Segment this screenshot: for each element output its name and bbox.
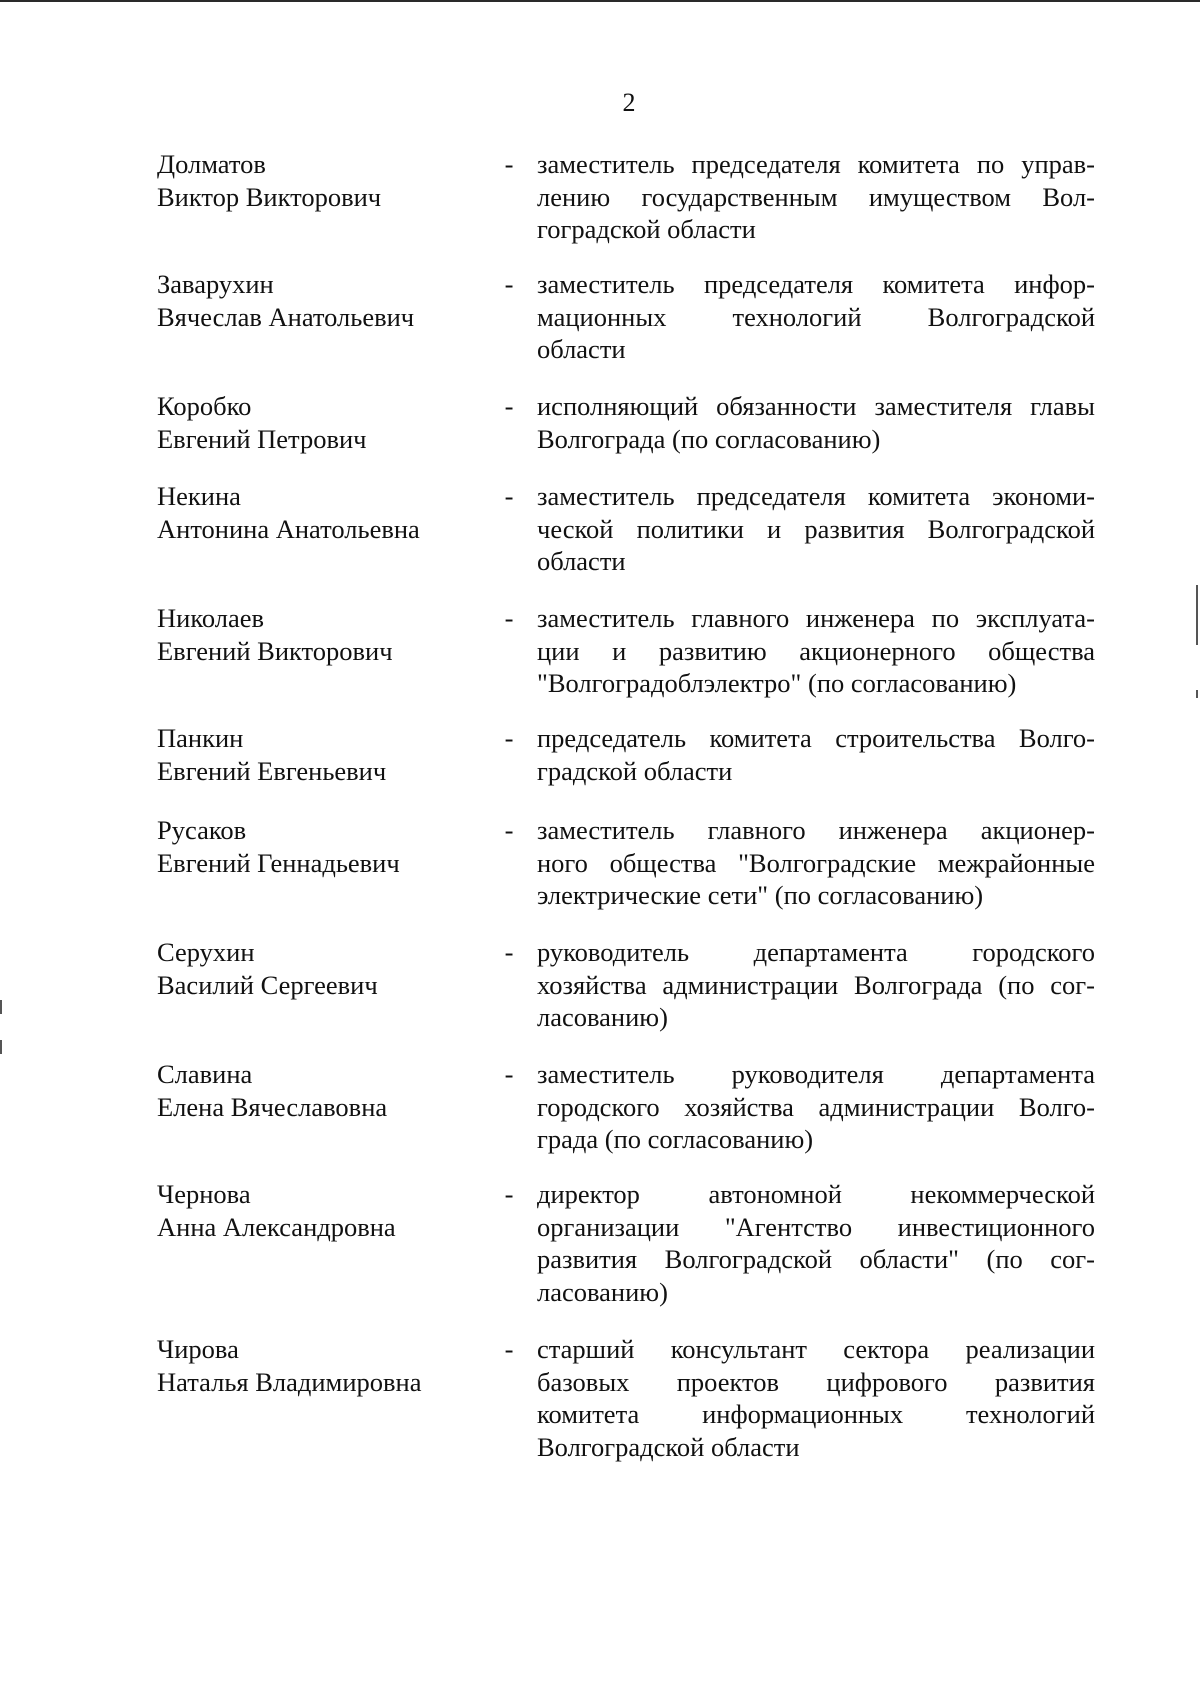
member-name	[157, 268, 477, 333]
role-line: организации "Агентство инвестиционного	[537, 1211, 1095, 1242]
member-role	[537, 1178, 1095, 1308]
member-surname: Коробко	[157, 391, 252, 421]
role-line: ческой политики и развития Волгоградской	[537, 513, 1095, 544]
role-line: городского хозяйства администрации Волго-	[537, 1091, 1095, 1122]
role-line: "Волгоградоблэлектро" (по согласованию)	[537, 668, 1017, 698]
role-line: мационных технологий Волгоградской	[537, 301, 1095, 332]
role-line: градской области	[537, 755, 733, 786]
role-line: заместитель главного инженера акционер-	[537, 815, 1095, 845]
member-surname: Панкин	[157, 723, 244, 753]
role-line: комитета информационных технологий	[537, 1399, 1095, 1429]
scan-artifact	[1196, 585, 1198, 645]
member-name	[157, 390, 477, 455]
role-line: области	[537, 334, 626, 364]
member-name	[157, 936, 477, 1001]
member-given-names: Евгений Геннадьевич	[157, 847, 400, 878]
member-given-names: Виктор Викторович	[157, 181, 382, 212]
member-entry	[157, 1058, 1095, 1156]
member-surname: Славина	[157, 1059, 253, 1089]
member-name	[157, 480, 477, 545]
member-surname: Николаев	[157, 603, 265, 633]
role-line: старший консультант сектора реализации	[537, 1334, 1095, 1364]
member-role	[537, 390, 1095, 455]
member-entry	[157, 480, 1095, 578]
member-name	[157, 148, 477, 213]
member-role	[537, 1058, 1095, 1156]
member-surname: Долматов	[157, 149, 266, 179]
member-surname: Чернова	[157, 1179, 251, 1209]
member-role	[537, 480, 1095, 578]
member-surname: Серухин	[157, 937, 255, 967]
member-entry	[157, 602, 1095, 700]
separator-dash: -	[504, 1179, 514, 1209]
member-name	[157, 1058, 477, 1123]
separator-dash: -	[504, 815, 514, 845]
role-line: исполняющий обязанности заместителя главы	[537, 391, 1095, 421]
member-entry	[157, 268, 1095, 366]
member-role	[537, 814, 1095, 912]
member-given-names: Евгений Евгеньевич	[157, 755, 387, 786]
member-given-names: Василий Сергеевич	[157, 969, 378, 1000]
separator-dash: -	[504, 603, 514, 633]
member-given-names: Евгений Петрович	[157, 423, 367, 454]
member-entry	[157, 814, 1095, 912]
role-line: электрические сети" (по согласованию)	[537, 880, 984, 910]
role-line: заместитель председателя комитета по управ-	[537, 149, 1095, 179]
member-name	[157, 602, 477, 667]
member-given-names: Евгений Викторович	[157, 635, 393, 666]
scan-top-edge	[0, 0, 1200, 2]
page-number: 2	[622, 88, 636, 117]
member-entry	[157, 936, 1095, 1034]
member-given-names: Вячеслав Анатольевич	[157, 301, 415, 332]
member-entry	[157, 1178, 1095, 1308]
scan-artifact	[0, 1000, 2, 1014]
member-name	[157, 814, 477, 879]
member-role	[537, 268, 1095, 366]
member-name	[157, 1333, 477, 1398]
member-entry	[157, 148, 1095, 246]
separator-dash: -	[504, 937, 514, 967]
member-surname: Заварухин	[157, 269, 274, 299]
scan-artifact	[0, 1040, 2, 1054]
member-surname: Русаков	[157, 815, 247, 845]
member-entry	[157, 722, 1095, 787]
role-line: руководитель департамента городского	[537, 937, 1095, 967]
role-line: Волгограда (по согласованию)	[537, 423, 881, 454]
role-line: председатель комитета строительства Волго-	[537, 723, 1095, 753]
role-line: развития Волгоградской области" (по сог-	[537, 1244, 1095, 1274]
separator-dash: -	[504, 723, 514, 753]
member-given-names: Наталья Владимировна	[157, 1366, 422, 1397]
member-given-names: Елена Вячеславовна	[157, 1091, 388, 1122]
role-line: гоградской области	[537, 214, 756, 244]
separator-dash: -	[504, 1334, 514, 1364]
role-line: града (по согласованию)	[537, 1124, 814, 1154]
role-line: ции и развитию акционерного общества	[537, 635, 1095, 666]
role-line: заместитель руководителя департамента	[537, 1059, 1095, 1089]
member-role	[537, 936, 1095, 1034]
role-line: хозяйства администрации Волгограда (по сог-	[537, 969, 1095, 1000]
role-line: заместитель главного инженера по эксплуата-	[537, 603, 1095, 633]
separator-dash: -	[504, 391, 514, 421]
role-line: базовых проектов цифрового развития	[537, 1366, 1095, 1397]
member-surname: Чирова	[157, 1334, 239, 1364]
role-line: области	[537, 546, 626, 576]
member-entry	[157, 1333, 1095, 1463]
member-surname: Некина	[157, 481, 241, 511]
role-line: ласованию)	[537, 1002, 668, 1032]
role-line: заместитель председателя комитета инфор-	[537, 269, 1095, 299]
role-line: лению государственным имуществом Вол-	[537, 181, 1095, 212]
member-name	[157, 1178, 477, 1243]
scan-artifact	[1196, 690, 1198, 698]
role-line: Волгоградской области	[537, 1431, 800, 1462]
separator-dash: -	[504, 149, 514, 179]
role-line: ласованию)	[537, 1276, 668, 1307]
member-entry	[157, 390, 1095, 455]
separator-dash: -	[504, 481, 514, 511]
separator-dash: -	[504, 269, 514, 299]
role-line: заместитель председателя комитета экономи-	[537, 481, 1095, 511]
member-name	[157, 722, 477, 787]
member-role	[537, 722, 1095, 787]
member-role	[537, 602, 1095, 700]
member-role	[537, 1333, 1095, 1463]
separator-dash: -	[504, 1059, 514, 1089]
member-given-names: Анна Александровна	[157, 1211, 396, 1242]
role-line: директор автономной некоммерческой	[537, 1179, 1095, 1209]
role-line: ного общества "Волгоградские межрайонные	[537, 847, 1095, 878]
member-role	[537, 148, 1095, 246]
member-given-names: Антонина Анатольевна	[157, 513, 420, 544]
